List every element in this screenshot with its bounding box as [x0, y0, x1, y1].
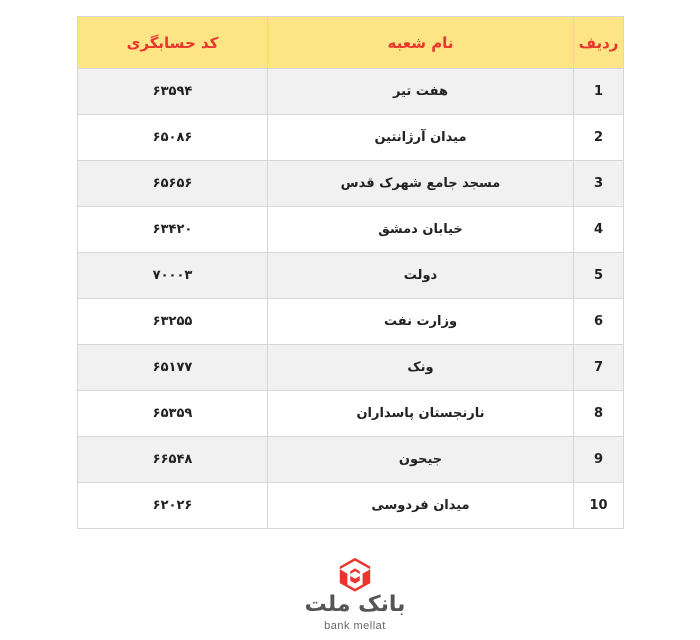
accounting-code: ۶۳۲۵۵: [78, 299, 268, 345]
accounting-code: ۶۲۰۲۶: [78, 483, 268, 529]
bank-mellat-logo-icon: [336, 556, 374, 594]
table-row: [78, 207, 624, 253]
accounting-code: ۶۳۵۹۴: [78, 69, 268, 115]
table-row: [78, 161, 624, 207]
branch-name: ونک: [268, 345, 574, 391]
row-number: 6: [574, 299, 624, 345]
table-row: [78, 299, 624, 345]
accounting-code: ۶۵۳۵۹: [78, 391, 268, 437]
accounting-code: ۷۰۰۰۳: [78, 253, 268, 299]
branch-name: میدان فردوسی: [268, 483, 574, 529]
bank-mellat-logo: [290, 556, 420, 636]
row-number: 4: [574, 207, 624, 253]
row-number: 1: [574, 69, 624, 115]
branch-name: خیابان دمشق: [268, 207, 574, 253]
header-branch-name: نام شعبه: [268, 17, 574, 69]
branch-name: نارنجستان پاسداران: [268, 391, 574, 437]
branch-name: جیحون: [268, 437, 574, 483]
row-number: 10: [574, 483, 624, 529]
row-number: 3: [574, 161, 624, 207]
row-number: 9: [574, 437, 624, 483]
table-row: [78, 391, 624, 437]
branches-table: [77, 16, 624, 529]
table-row: [78, 115, 624, 161]
branch-name: وزارت نفت: [268, 299, 574, 345]
branch-name: میدان آرژانتین: [268, 115, 574, 161]
logo-name-persian: بانک ملت: [304, 592, 406, 617]
branch-name: دولت: [268, 253, 574, 299]
accounting-code: ۶۵۶۵۶: [78, 161, 268, 207]
table-row: [78, 483, 624, 529]
logo-name-english: bank mellat: [324, 620, 386, 632]
row-number: 7: [574, 345, 624, 391]
table-row: [78, 253, 624, 299]
table-header-row: [78, 17, 624, 69]
accounting-code: ۶۵۰۸۶: [78, 115, 268, 161]
branch-name: هفت تیر: [268, 69, 574, 115]
table-row: [78, 345, 624, 391]
accounting-code: ۶۳۴۲۰: [78, 207, 268, 253]
accounting-code: ۶۶۵۴۸: [78, 437, 268, 483]
row-number: 5: [574, 253, 624, 299]
row-number: 2: [574, 115, 624, 161]
accounting-code: ۶۵۱۷۷: [78, 345, 268, 391]
header-accounting-code: کد حسابگری: [78, 17, 268, 69]
row-number: 8: [574, 391, 624, 437]
header-row-number: ردیف: [574, 17, 624, 69]
table-row: [78, 437, 624, 483]
branch-name: مسجد جامع شهرک قدس: [268, 161, 574, 207]
table-row: [78, 69, 624, 115]
